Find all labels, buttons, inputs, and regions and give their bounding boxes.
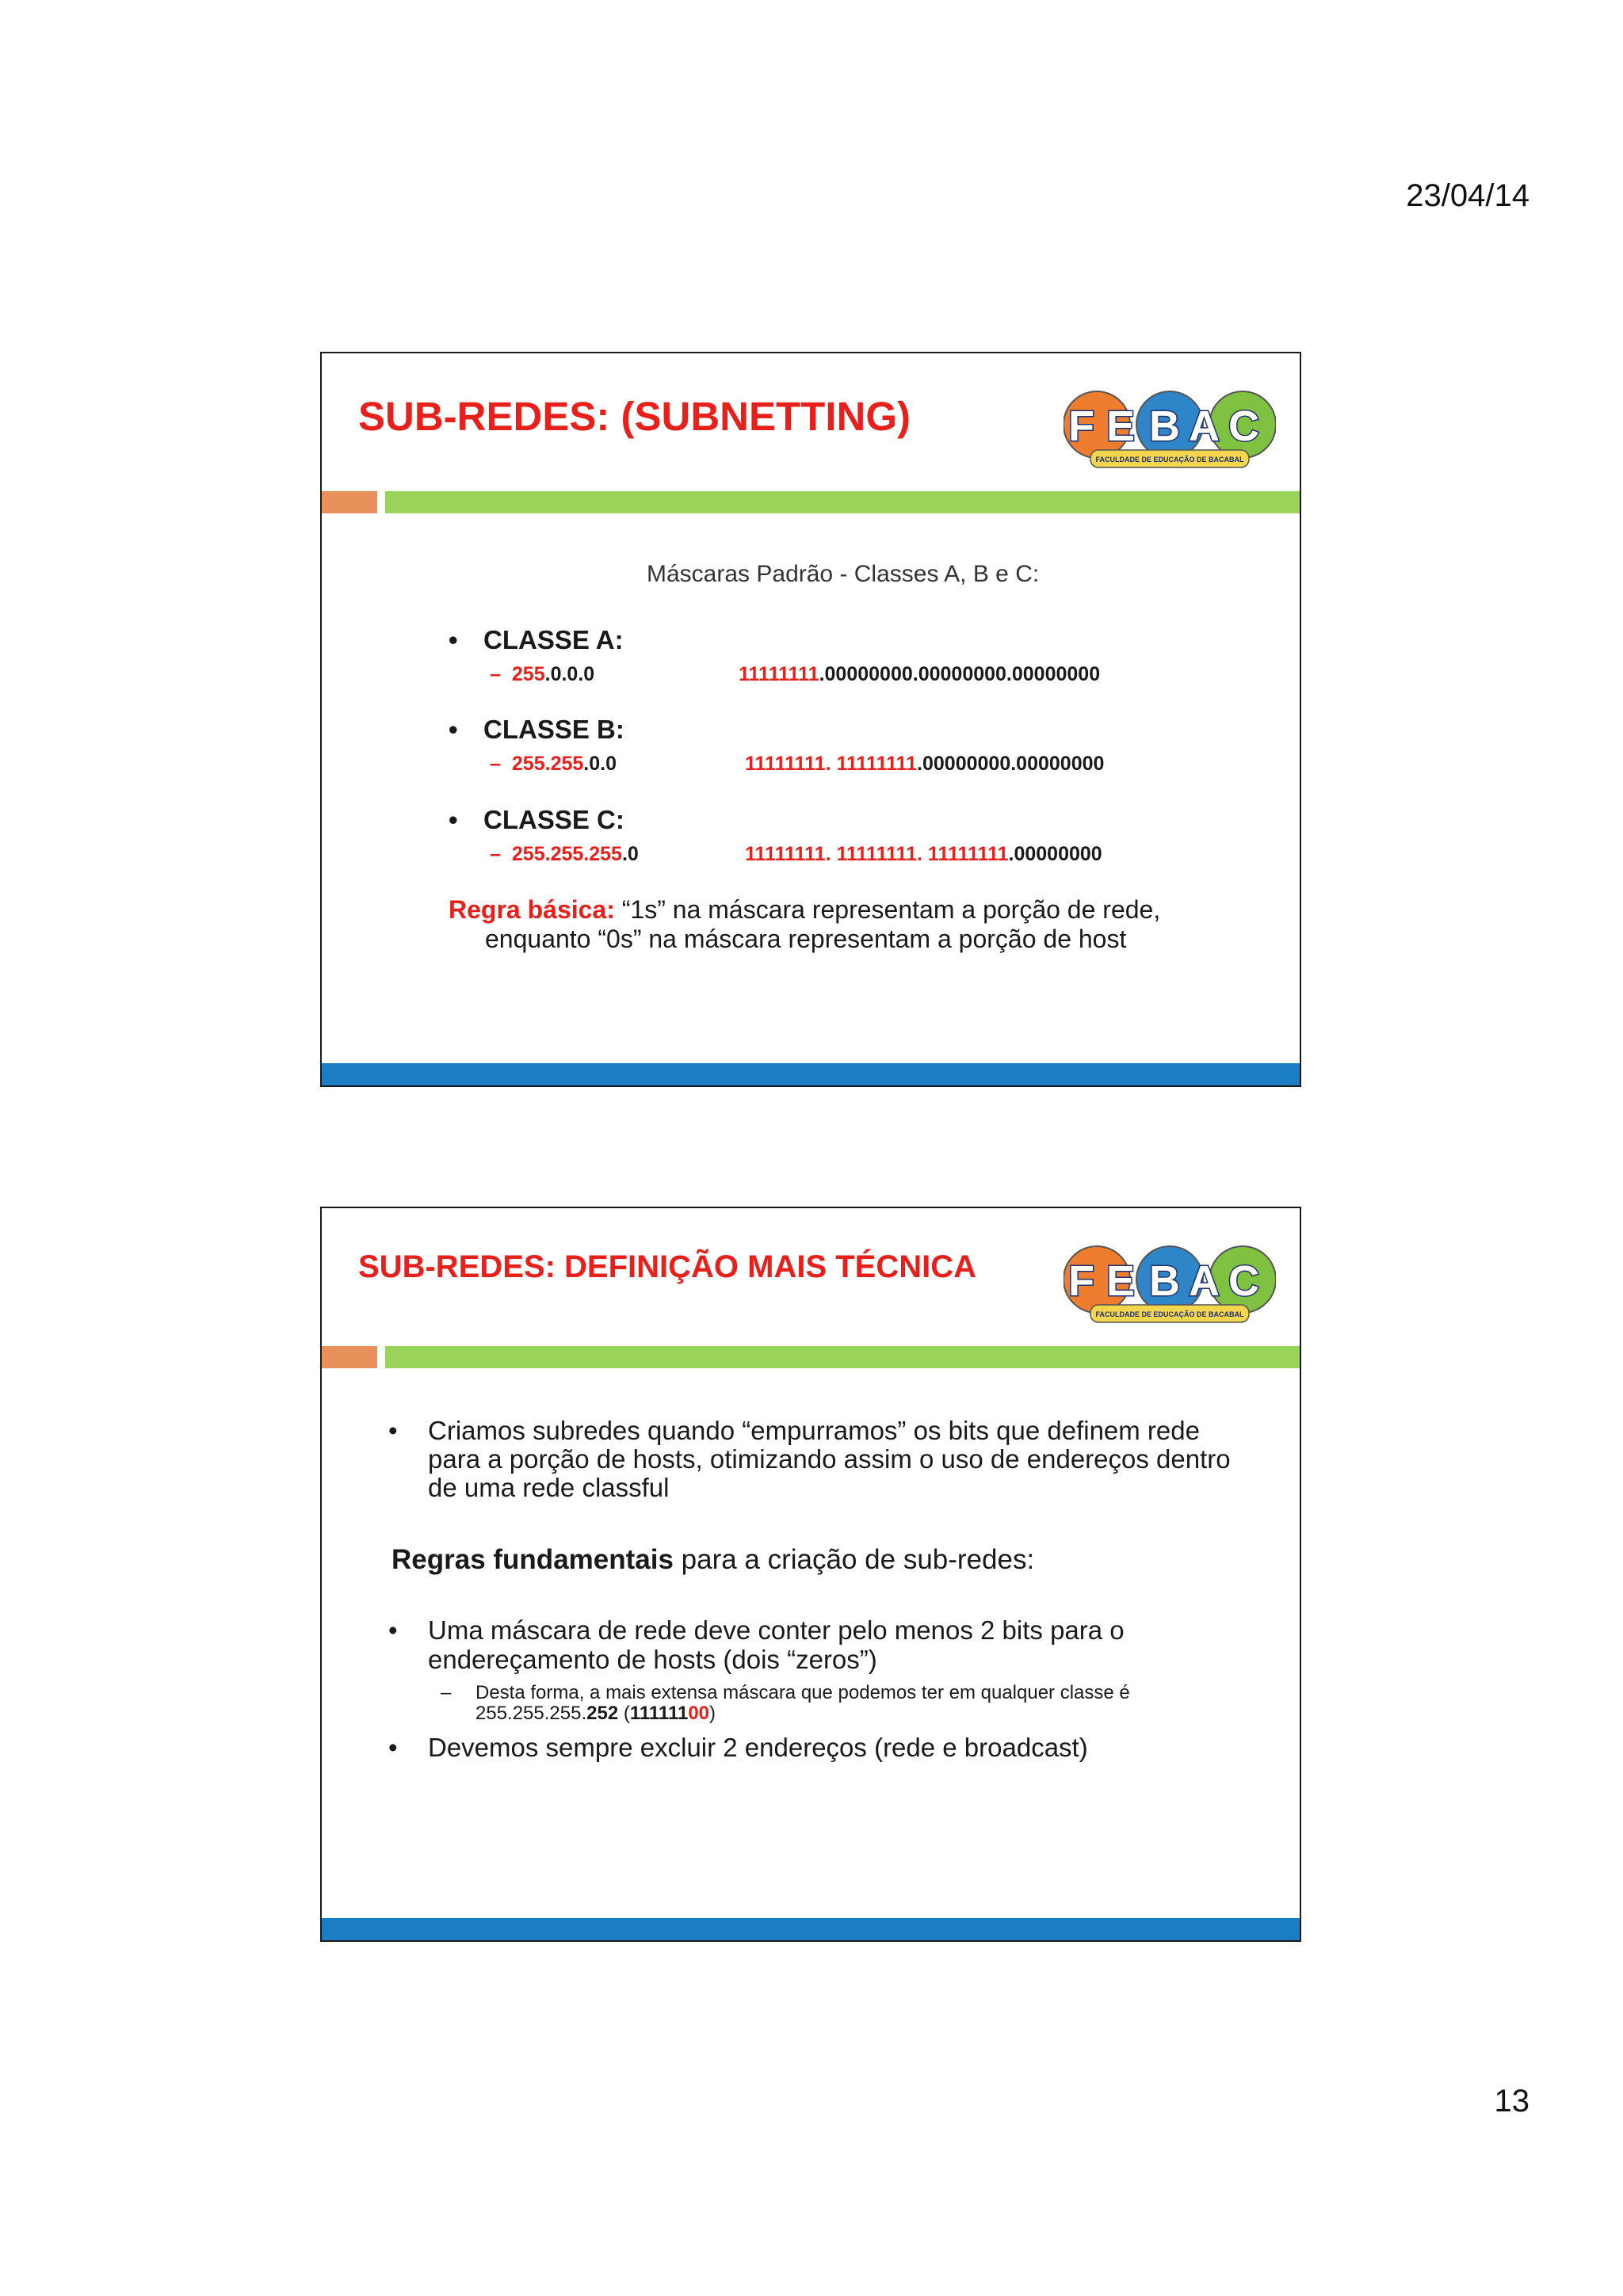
accent-bar-green <box>385 491 1300 513</box>
logo-letter-f: F <box>1068 402 1094 450</box>
slide-subtitle: Máscaras Padrão - Classes A, B e C: <box>647 561 1040 587</box>
footer-bar-blue <box>322 1063 1300 1085</box>
logo-letter-c: C <box>1228 402 1259 450</box>
slide-technical-definition <box>320 1207 1301 1942</box>
basic-rule-cont: enquanto “0s” na máscara representam a porção de host <box>485 925 1127 953</box>
bullet-2-line-2: endereçamento de hosts (dois “zeros”) <box>428 1645 877 1674</box>
class-a-label: CLASSE A: <box>483 625 624 654</box>
class-b-binary: 11111111. 11111111.00000000.00000000 <box>745 753 1105 775</box>
logo-letter-a: A <box>1189 1257 1220 1305</box>
logo-letter-b: B <box>1149 1257 1180 1305</box>
logo-letter-b: B <box>1149 402 1180 450</box>
bullet-marker: • <box>388 1615 398 1645</box>
class-b-label: CLASSE B: <box>483 715 624 744</box>
slide-subnetting: SUB-REDES: (SUBNETTING) F E B A C FACULDADE DE EDUCAÇÃO DE BACABAL Máscaras Padrão - Classes A, B e C: • CLASSE A: – 255.0.0.0 11111111.00000000.00000000.00000000 • CLASSE B: – 255.255.0.0 11111111. 11111111.00000000.00000000 • CLASSE C: – 255.255.255.0 11111111. 11111111. 11111111.00000000 Regra básica: “1s” na máscara representam a porção de rede, enquanto “0s” na máscara representam a porção de host <box>320 352 1301 1087</box>
rules-heading: Regras fundamentais para a criação de sub-redes: <box>391 1544 1035 1575</box>
bullet-1-line-3: de uma rede classful <box>428 1473 670 1502</box>
accent-bar-orange <box>322 491 377 513</box>
slide-title: SUB-REDES: DEFINIÇÃO MAIS TÉCNICA <box>358 1249 977 1284</box>
logo-letter-c: C <box>1228 1257 1259 1305</box>
bullet-1-line-2: para a porção de hosts, otimizando assim o uso de endereços dentro <box>428 1444 1231 1474</box>
accent-bar-orange <box>322 1346 377 1368</box>
sub-point-line-2: 255.255.255.252 (11111100) <box>475 1703 716 1724</box>
bullet-marker: • <box>388 1733 398 1762</box>
class-a-binary: 11111111.00000000.00000000.00000000 <box>739 663 1101 685</box>
bullet-1-line-1: Criamos subredes quando “empurramos” os bits que definem rede <box>428 1416 1200 1445</box>
basic-rule: Regra básica: “1s” na máscara representam a porção de rede, <box>449 895 1161 924</box>
bullet-3: Devemos sempre excluir 2 endereços (rede e broadcast) <box>428 1733 1088 1762</box>
slide-title: SUB-REDES: (SUBNETTING) <box>358 394 911 439</box>
page-date: 23/04/14 <box>1406 178 1529 213</box>
bullet-marker: • <box>388 1416 398 1445</box>
logo-letter-a: A <box>1189 402 1220 450</box>
class-c-label: CLASSE C: <box>483 805 624 834</box>
logo-letter-f: F <box>1068 1257 1094 1305</box>
febac-logo <box>1064 1238 1276 1335</box>
logo-letter-e: E <box>1106 402 1136 450</box>
class-c-binary: 11111111. 11111111. 11111111.00000000 <box>745 843 1102 865</box>
logo-tagline: FACULDADE DE EDUCAÇÃO DE BACABAL <box>1095 456 1244 463</box>
bullet-2-line-1: Uma máscara de rede deve conter pelo menos 2 bits para o <box>428 1615 1125 1645</box>
footer-bar-blue <box>322 1918 1300 1940</box>
sub-point-line-1: Desta forma, a mais extensa máscara que podemos ter em qualquer classe é <box>475 1682 1130 1703</box>
logo-tagline: FACULDADE DE EDUCAÇÃO DE BACABAL <box>1095 1310 1244 1318</box>
page-number: 13 <box>1494 2084 1529 2119</box>
logo-letter-e: E <box>1106 1257 1136 1305</box>
accent-bar-green <box>385 1346 1300 1368</box>
sub-dash: – <box>441 1682 452 1703</box>
febac-logo <box>1064 383 1276 480</box>
